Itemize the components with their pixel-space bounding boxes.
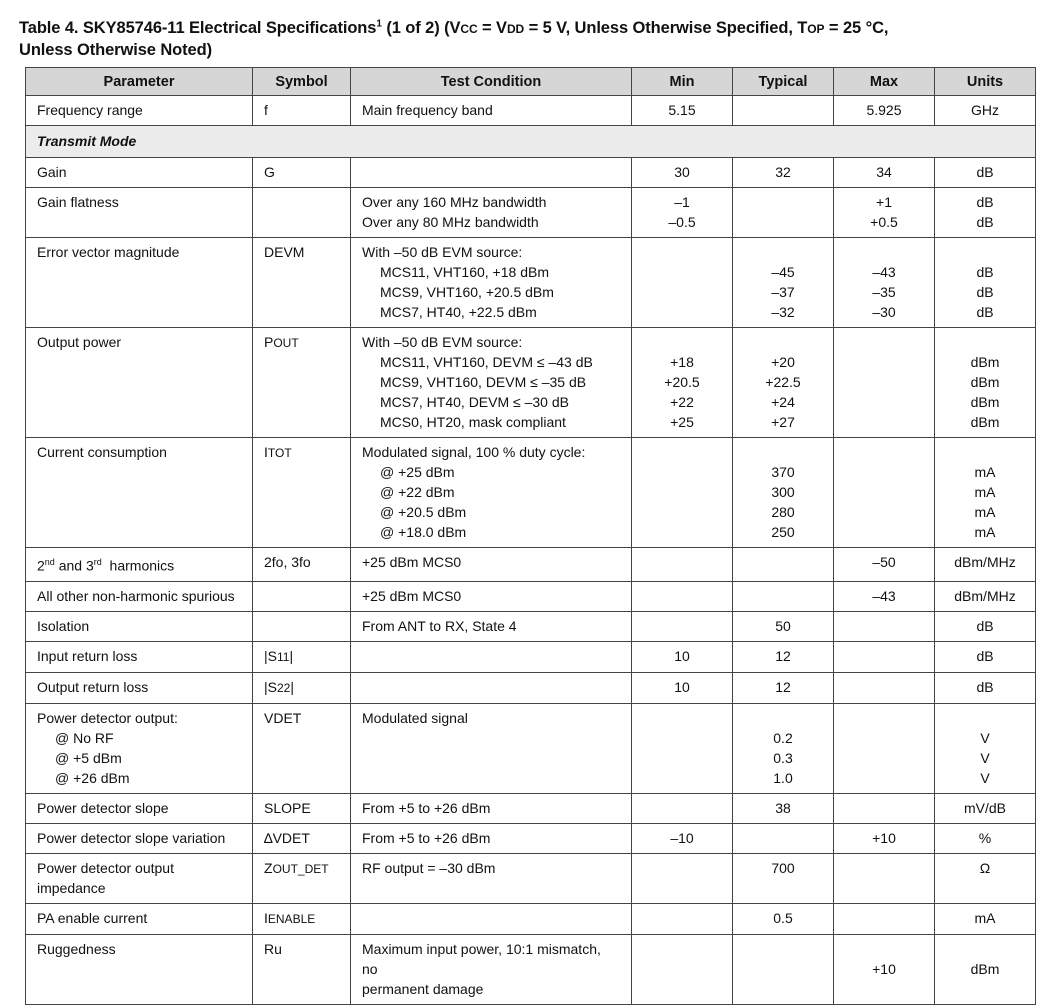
- cell-symbol: [253, 641, 351, 672]
- cell-condition: [351, 328, 632, 438]
- condition-line: Modulated signal, 100 % duty cycle:: [362, 444, 586, 460]
- value-line: dBm: [970, 960, 1000, 977]
- cell-symbol: [253, 438, 351, 548]
- cell-min: 5.15: [632, 96, 733, 126]
- cell-max: [834, 438, 935, 548]
- table-row: [26, 96, 1036, 126]
- value-line: dB: [976, 264, 994, 280]
- value-line: +1: [876, 194, 892, 210]
- value-line: –0.5: [668, 214, 696, 230]
- cell-parameter: [26, 703, 253, 793]
- cell-condition: Modulated signal: [351, 703, 632, 793]
- param-line: @ No RF: [55, 729, 114, 746]
- cell-units: dB: [935, 158, 1036, 188]
- value-line: 0.3: [773, 749, 793, 766]
- cell-units: [935, 438, 1036, 548]
- cell-parameter: Current consumption: [26, 438, 253, 548]
- cell-symbol: [253, 672, 351, 703]
- cell-typical: 0.5: [733, 903, 834, 934]
- cell-typical: [733, 581, 834, 611]
- condition-line: MCS7, HT40, +22.5 dBm: [380, 304, 537, 320]
- table-title: [19, 18, 1019, 61]
- cell-typical: [733, 438, 834, 548]
- header-symbol: Symbol: [253, 68, 351, 96]
- cell-units: [935, 328, 1036, 438]
- condition-line: MCS9, VHT160, DEVM ≤ –35 dB: [380, 374, 587, 390]
- table-row: [26, 328, 1036, 438]
- table-row: [26, 438, 1036, 548]
- symbol-subscript: OUT_DET: [272, 861, 329, 876]
- cell-max: 5.925: [834, 96, 935, 126]
- cell-max: [834, 188, 935, 238]
- cell-parameter: Output power: [26, 328, 253, 438]
- cell-typical: [733, 823, 834, 853]
- value-line: dBm: [970, 394, 1000, 410]
- cell-max: [834, 238, 935, 328]
- condition-line: @ +20.5 dBm: [380, 504, 467, 520]
- cell-typical: [733, 96, 834, 126]
- condition-line: @ +25 dBm: [380, 464, 455, 480]
- condition-line: permanent damage: [362, 980, 484, 997]
- cell-symbol: ∆VDET: [253, 823, 351, 853]
- table-row: [26, 158, 1036, 188]
- value-line: mA: [974, 484, 996, 500]
- cell-units: GHz: [935, 96, 1036, 126]
- cell-typical: [733, 188, 834, 238]
- value-line: –43: [872, 264, 896, 280]
- cell-typical: [733, 328, 834, 438]
- cell-max: –43: [834, 581, 935, 611]
- value-line: V: [980, 729, 990, 746]
- symbol-main: P: [264, 334, 274, 350]
- value-line: dBm: [970, 354, 1000, 370]
- value-line: mA: [974, 524, 996, 540]
- cell-symbol: [253, 611, 351, 641]
- cell-min: [632, 188, 733, 238]
- cell-min: 10: [632, 672, 733, 703]
- param-sup: rd: [93, 557, 102, 567]
- cell-max: [834, 793, 935, 823]
- cell-symbol: Ru: [253, 934, 351, 1004]
- value-line: mA: [974, 504, 996, 520]
- cell-min: [632, 903, 733, 934]
- title-sub-op: OP: [807, 22, 825, 36]
- cell-condition: Main frequency band: [351, 96, 632, 126]
- table-row: [26, 903, 1036, 934]
- cell-parameter: [26, 548, 253, 582]
- cell-units: dB: [935, 641, 1036, 672]
- condition-line: Over any 80 MHz bandwidth: [362, 214, 539, 230]
- value-line: V: [980, 749, 990, 766]
- cell-units: dB: [935, 672, 1036, 703]
- param-sup: nd: [44, 557, 55, 567]
- cell-units: mV/dB: [935, 793, 1036, 823]
- value-line: –35: [872, 284, 896, 300]
- table-row: [26, 238, 1036, 328]
- cell-condition: [351, 438, 632, 548]
- param-text: harmonics: [101, 557, 175, 574]
- cell-max: +10: [834, 823, 935, 853]
- title-cond: = 5 V, Unless Otherwise Specified, T: [524, 19, 808, 37]
- cell-units: Ω: [935, 853, 1036, 903]
- value-line: 300: [771, 484, 795, 500]
- value-line: +27: [771, 414, 795, 430]
- cell-parameter: Power detector slope: [26, 793, 253, 823]
- value-line: dB: [976, 284, 994, 300]
- condition-line: MCS11, VHT160, +18 dBm: [380, 264, 549, 280]
- header-test-condition: Test Condition: [351, 68, 632, 96]
- cell-parameter: Gain: [26, 158, 253, 188]
- section-title: Transmit Mode: [26, 126, 1036, 158]
- cell-max: [834, 934, 935, 1004]
- cell-min: [632, 581, 733, 611]
- condition-line: MCS0, HT20, mask compliant: [380, 414, 566, 430]
- cell-min: 30: [632, 158, 733, 188]
- cell-units: dBm/MHz: [935, 581, 1036, 611]
- cell-min: [632, 793, 733, 823]
- cell-condition: RF output = –30 dBm: [351, 853, 632, 903]
- value-line: dB: [976, 194, 994, 210]
- cell-condition: +25 dBm MCS0: [351, 548, 632, 582]
- cell-min: [632, 611, 733, 641]
- cell-typical: 12: [733, 641, 834, 672]
- symbol-subscript: OUT: [273, 336, 299, 350]
- table-row: [26, 672, 1036, 703]
- cell-units: dBm/MHz: [935, 548, 1036, 582]
- condition-line: Over any 160 MHz bandwidth: [362, 194, 547, 210]
- cell-min: –10: [632, 823, 733, 853]
- cell-typical: 12: [733, 672, 834, 703]
- table-header-row: [26, 68, 1036, 96]
- symbol-subscript: ENABLE: [267, 911, 316, 926]
- table-row: [26, 823, 1036, 853]
- cell-max: –50: [834, 548, 935, 582]
- cell-units: [935, 238, 1036, 328]
- header-units: Units: [935, 68, 1036, 96]
- cell-condition: From +5 to +26 dBm: [351, 823, 632, 853]
- cell-parameter: Power detector slope variation: [26, 823, 253, 853]
- cell-min: [632, 548, 733, 582]
- cell-max: [834, 903, 935, 934]
- value-line: +0.5: [870, 214, 898, 230]
- value-line: mA: [974, 464, 996, 480]
- cell-parameter: Output return loss: [26, 672, 253, 703]
- cell-symbol: VDET: [253, 703, 351, 793]
- value-line: +22: [670, 394, 694, 410]
- value-line: +20.5: [664, 374, 700, 390]
- value-line: +10: [872, 960, 896, 977]
- value-line: 280: [771, 504, 795, 520]
- condition-line: MCS11, VHT160, DEVM ≤ –43 dB: [380, 354, 593, 370]
- cell-max: 34: [834, 158, 935, 188]
- cell-max: [834, 853, 935, 903]
- condition-line: @ +22 dBm: [380, 484, 455, 500]
- specifications-table: [25, 67, 1036, 1005]
- table-row: [26, 548, 1036, 582]
- cell-condition: From +5 to +26 dBm: [351, 793, 632, 823]
- symbol-subscript: TOT: [267, 446, 292, 460]
- cell-symbol: SLOPE: [253, 793, 351, 823]
- cell-max: [834, 703, 935, 793]
- value-line: –45: [771, 264, 795, 280]
- cell-parameter: Ruggedness: [26, 934, 253, 1004]
- value-line: dB: [976, 304, 994, 320]
- value-line: –30: [872, 304, 896, 320]
- cell-typical: 50: [733, 611, 834, 641]
- title-footnote: 1: [376, 18, 382, 30]
- cell-symbol: G: [253, 158, 351, 188]
- table-row: [26, 641, 1036, 672]
- value-line: –1: [674, 194, 690, 210]
- param-line: @ +26 dBm: [55, 769, 130, 786]
- value-line: +22.5: [765, 374, 801, 390]
- condition-line: With –50 dB EVM source:: [362, 334, 523, 350]
- cell-parameter: Isolation: [26, 611, 253, 641]
- cell-parameter: PA enable current: [26, 903, 253, 934]
- condition-line: @ +18.0 dBm: [380, 524, 467, 540]
- value-line: V: [980, 769, 990, 786]
- cell-parameter: Error vector magnitude: [26, 238, 253, 328]
- condition-line: Maximum input power, 10:1 mismatch, no: [362, 940, 601, 977]
- title-cond: = V: [477, 19, 507, 37]
- title-text: Table 4. SKY85746-11 Electrical Specifications: [19, 19, 377, 37]
- symbol-main: |S: [264, 647, 277, 664]
- symbol-main: Z: [264, 859, 273, 876]
- cell-parameter: Frequency range: [26, 96, 253, 126]
- symbol-subscript: 11: [276, 649, 290, 664]
- title-cond: = 25 °C,: [824, 19, 889, 37]
- value-line: 0.2: [773, 729, 793, 746]
- cell-max: [834, 328, 935, 438]
- table-row: [26, 934, 1036, 1004]
- title-line2: Unless Otherwise Noted): [19, 41, 212, 59]
- cell-min: [632, 238, 733, 328]
- cell-typical: 32: [733, 158, 834, 188]
- value-line: +24: [771, 394, 795, 410]
- value-line: –32: [771, 304, 795, 320]
- cell-units: [935, 188, 1036, 238]
- condition-line: MCS9, VHT160, +20.5 dBm: [380, 284, 554, 300]
- value-line: 1.0: [773, 769, 793, 786]
- condition-line: With –50 dB EVM source:: [362, 244, 523, 260]
- cell-symbol: [253, 581, 351, 611]
- cell-min: [632, 328, 733, 438]
- cell-symbol: [253, 188, 351, 238]
- value-line: dB: [976, 214, 994, 230]
- cell-condition: [351, 158, 632, 188]
- value-line: dBm: [970, 374, 1000, 390]
- cell-symbol: DEVM: [253, 238, 351, 328]
- title-sub-cc: CC: [460, 22, 478, 36]
- table-row: [26, 853, 1036, 903]
- cell-symbol: [253, 328, 351, 438]
- cell-max: [834, 672, 935, 703]
- header-parameter: Parameter: [26, 68, 253, 96]
- cell-max: [834, 611, 935, 641]
- table-row: [26, 581, 1036, 611]
- cell-condition: [351, 188, 632, 238]
- value-line: +20: [771, 354, 795, 370]
- cell-parameter: Gain flatness: [26, 188, 253, 238]
- cell-condition: [351, 238, 632, 328]
- param-line: Power detector output:: [37, 709, 178, 726]
- value-line: +25: [670, 414, 694, 430]
- header-min: Min: [632, 68, 733, 96]
- cell-typical: [733, 703, 834, 793]
- title-sub-dd: DD: [506, 22, 525, 36]
- value-line: 370: [771, 464, 795, 480]
- cell-condition: [351, 672, 632, 703]
- cell-symbol: [253, 853, 351, 903]
- section-row: [26, 126, 1036, 158]
- value-line: 250: [771, 524, 795, 540]
- cell-symbol: [253, 903, 351, 934]
- cell-symbol: f: [253, 96, 351, 126]
- param-text: and 3: [54, 557, 94, 574]
- cell-units: %: [935, 823, 1036, 853]
- cell-units: mA: [935, 903, 1036, 934]
- cell-units: dB: [935, 611, 1036, 641]
- cell-min: [632, 934, 733, 1004]
- cell-symbol: 2fo, 3fo: [253, 548, 351, 582]
- cell-typical: [733, 934, 834, 1004]
- cell-units: [935, 934, 1036, 1004]
- table-row: [26, 611, 1036, 641]
- symbol-main: I: [264, 909, 268, 926]
- table-row: [26, 188, 1036, 238]
- condition-line: MCS7, HT40, DEVM ≤ –30 dB: [380, 394, 569, 410]
- symbol-subscript: 22: [276, 680, 291, 695]
- cell-condition: [351, 641, 632, 672]
- cell-parameter: Power detector output impedance: [26, 853, 253, 903]
- cell-typical: 38: [733, 793, 834, 823]
- cell-min: [632, 853, 733, 903]
- symbol-main: I: [264, 444, 268, 460]
- table-row: [26, 703, 1036, 793]
- cell-typical: [733, 548, 834, 582]
- table-row: [26, 793, 1036, 823]
- cell-units: [935, 703, 1036, 793]
- cell-min: 10: [632, 641, 733, 672]
- cell-typical: 700: [733, 853, 834, 903]
- cell-condition: +25 dBm MCS0: [351, 581, 632, 611]
- param-line: @ +5 dBm: [55, 749, 122, 766]
- header-max: Max: [834, 68, 935, 96]
- title-cond: (1 of 2) (V: [381, 19, 461, 37]
- cell-parameter: Input return loss: [26, 641, 253, 672]
- cell-max: [834, 641, 935, 672]
- value-line: dBm: [970, 414, 1000, 430]
- symbol-main: |: [289, 647, 294, 664]
- value-line: +18: [670, 354, 694, 370]
- cell-parameter: All other non-harmonic spurious: [26, 581, 253, 611]
- cell-condition: From ANT to RX, State 4: [351, 611, 632, 641]
- symbol-main: |S: [264, 678, 277, 695]
- param-text: 2: [37, 557, 45, 574]
- cell-typical: [733, 238, 834, 328]
- cell-min: [632, 438, 733, 548]
- header-typical: Typical: [733, 68, 834, 96]
- cell-condition: [351, 903, 632, 934]
- symbol-main: |: [290, 678, 294, 695]
- value-line: –37: [771, 284, 795, 300]
- cell-condition: [351, 934, 632, 1004]
- cell-min: [632, 703, 733, 793]
